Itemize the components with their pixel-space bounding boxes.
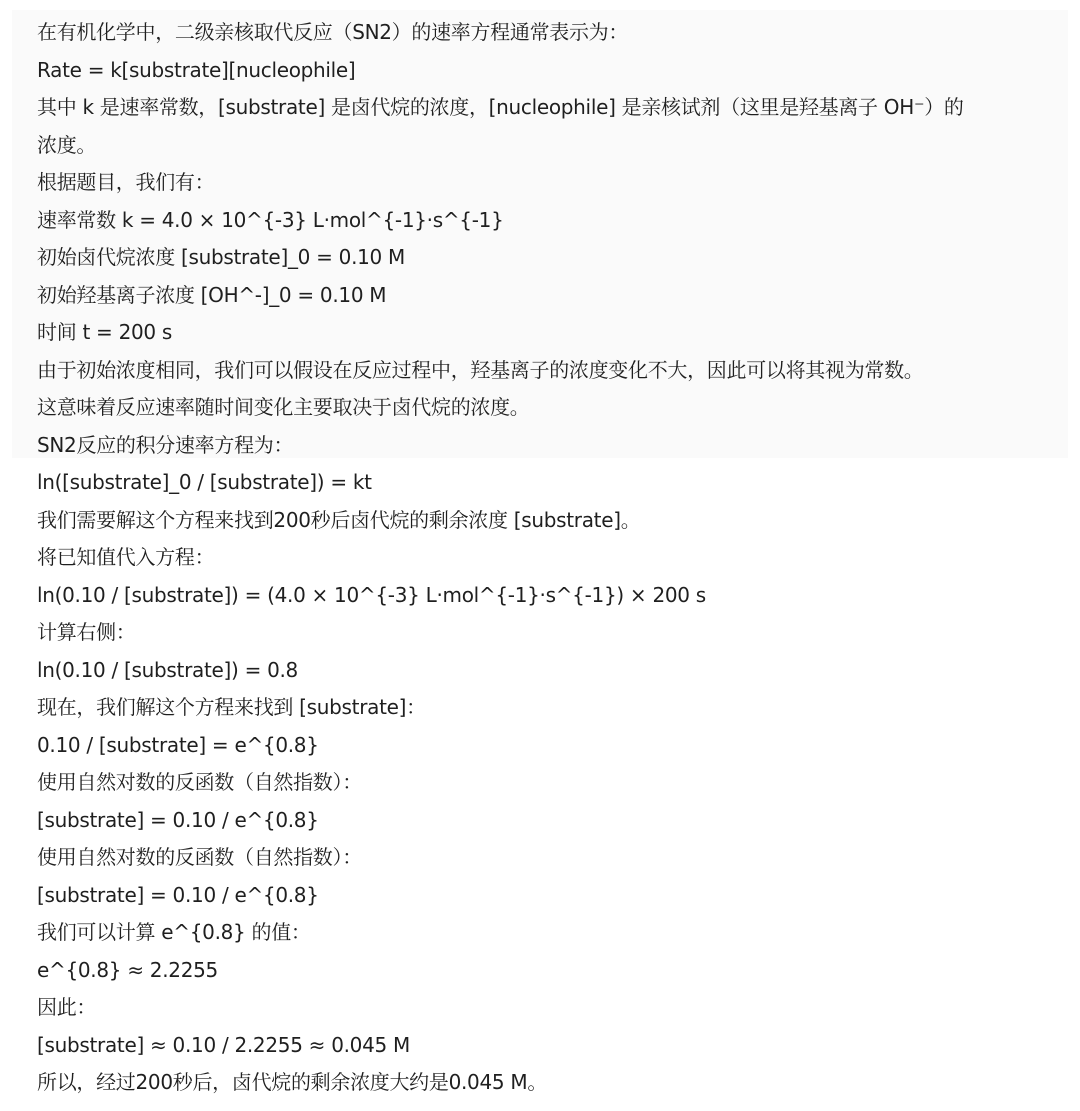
text-line: 0.10 / [substrate] = e^{0.8} (37, 732, 319, 757)
text-line: e^{0.8} ≈ 2.2255 (37, 957, 218, 982)
solution-text (37, 14, 1057, 1102)
text-line: 速率常数 k = 4.0 × 10^{-3} L·mol^{-1}·s^{-1} (37, 207, 504, 232)
text-line: 在有机化学中，二级亲核取代反应（SN2）的速率方程通常表示为： (37, 20, 629, 44)
text-line: 使用自然对数的反函数（自然指数）： (37, 770, 362, 794)
text-line: 初始卤代烷浓度 [substrate]_0 = 0.10 M (37, 245, 405, 269)
text-line: 现在，我们解这个方程来找到 [substrate]： (37, 695, 426, 719)
text-line: [substrate] = 0.10 / e^{0.8} (37, 882, 319, 907)
text-line: 计算右侧： (37, 620, 136, 644)
text-line: ln(0.10 / [substrate]) = 0.8 (37, 657, 298, 682)
text-line: ln(0.10 / [substrate]) = (4.0 × 10^{-3} L·mol^{-1}·s^{-1}) × 200 s (37, 582, 706, 607)
text-line: 因此： (37, 995, 97, 1019)
text-line: 时间 t = 200 s (37, 320, 173, 344)
text-line: SN2反应的积分速率方程为： (37, 432, 294, 457)
text-line: 根据题目，我们有： (37, 170, 215, 194)
text-line: [substrate] = 0.10 / e^{0.8} (37, 807, 319, 832)
text-line: 由于初始浓度相同，我们可以假设在反应过程中，羟基离子的浓度变化不大，因此可以将其视为常数。 (37, 357, 924, 382)
text-line: 这意味着反应速率随时间变化主要取决于卤代烷的浓度。 (37, 395, 530, 419)
text-line: 所以，经过200秒后，卤代烷的剩余浓度大约是0.045 M。 (37, 1070, 548, 1094)
text-line: 使用自然对数的反函数（自然指数）： (37, 845, 362, 869)
text-line: [substrate] ≈ 0.10 / 2.2255 ≈ 0.045 M (37, 1032, 410, 1057)
text-line: Rate = k[substrate][nucleophile] (37, 57, 356, 82)
text-line: 我们需要解这个方程来找到200秒后卤代烷的剩余浓度 [substrate]。 (37, 507, 641, 532)
text-line: 其中 k 是速率常数，[substrate] 是卤代烷的浓度，[nucleophile] 是亲核试剂（这里是羟基离子 OH⁻）的 (37, 95, 964, 119)
text-line: 我们可以计算 e^{0.8} 的值： (37, 920, 311, 944)
text-line: 浓度。 (37, 132, 97, 157)
text-line: 将已知值代入方程： (37, 545, 215, 569)
text-line: ln([substrate]_0 / [substrate]) = kt (37, 470, 372, 494)
text-line: 初始羟基离子浓度 [OH^-]_0 = 0.10 M (37, 282, 387, 307)
